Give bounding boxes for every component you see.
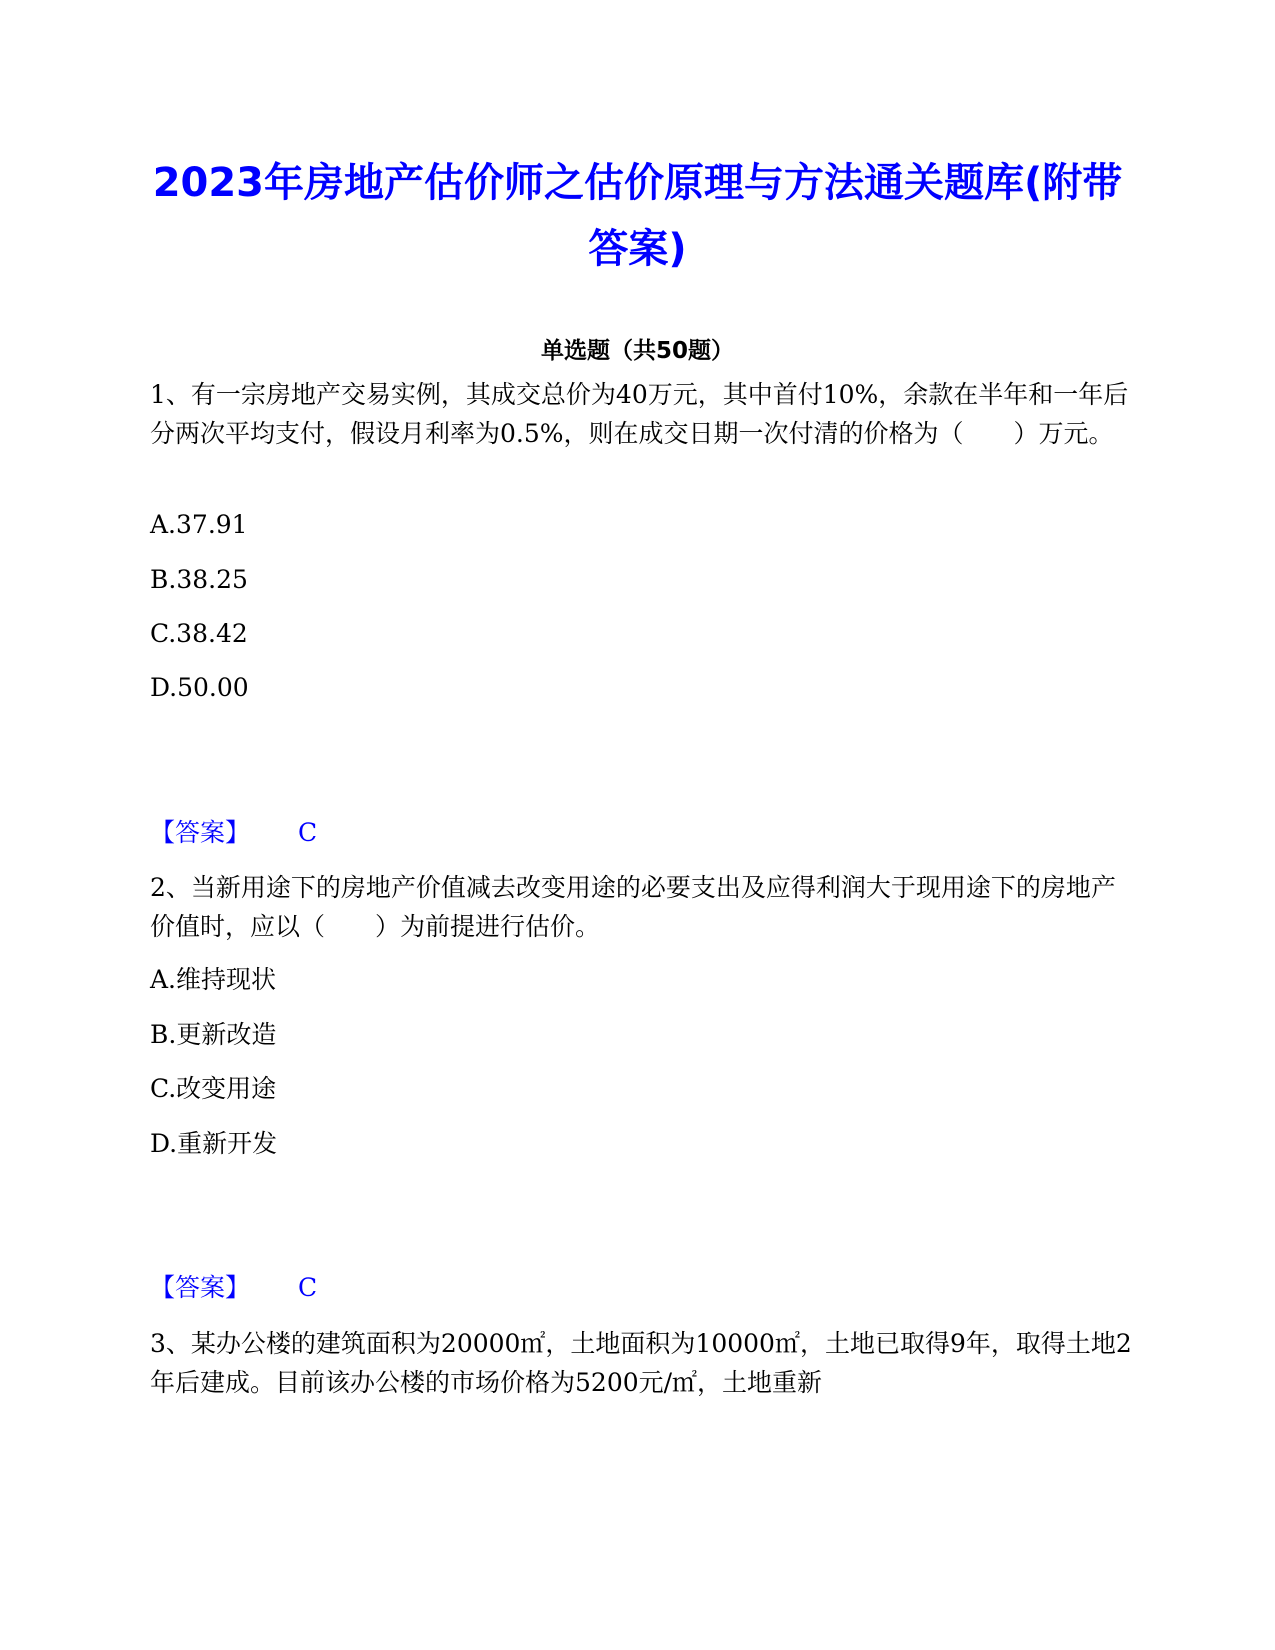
question-2-option-a: A.维持现状 [150,965,277,994]
question-2-option-c: C.改变用途 [150,1074,277,1103]
document-title: 2023年房地产估价师之估价原理与方法通关题库(附带答案) [152,160,1123,272]
question-1-option-d: D.50.00 [150,673,249,702]
answer-tag: 【答案】 [150,1273,251,1302]
question-1-option-c: C.38.42 [150,619,248,648]
question-1-stem: 1、有一宗房地产交易实例，其成交总价为40万元，其中首付10%，余款在半年和一年后分两次平均支付，假设月利率为0.5%，则在成交日期一次付清的价格为（ ）万元。 [150,380,1129,448]
question-2-option-b: B.更新改造 [150,1020,277,1049]
answer-tag: 【答案】 [150,818,251,847]
section-title: 单选题（共50题） [540,338,734,364]
question-1-option-b: B.38.25 [150,565,248,594]
question-2-stem: 2、当新用途下的房地产价值减去改变用途的必要支出及应得利润大于现用途下的房地产价值时，应以（ ）为前提进行估价。 [150,873,1116,941]
question-2-option-d: D.重新开发 [150,1129,278,1158]
question-2-answer [150,1271,1135,1305]
answer-value: C [298,1273,318,1302]
question-1-answer [150,816,1135,850]
answer-value: C [298,818,318,847]
question-3-stem: 3、某办公楼的建筑面积为20000㎡，土地面积为10000㎡，土地已取得9年，取得土地2年后建成。目前该办公楼的市场价格为5200元/㎡，土地重新 [150,1329,1132,1397]
question-1-option-a: A.37.91 [150,510,248,539]
